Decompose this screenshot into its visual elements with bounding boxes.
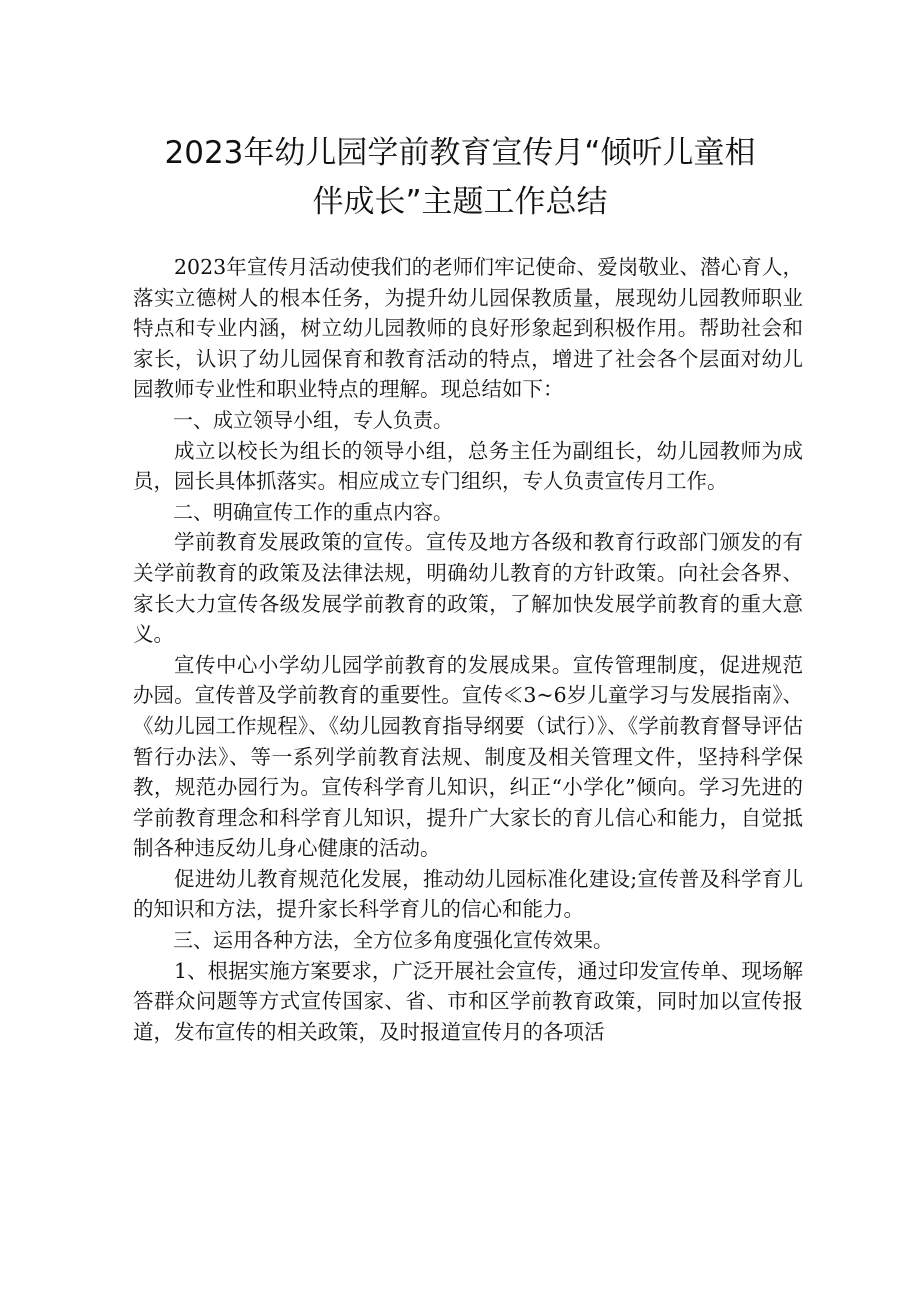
document-body [133, 252, 803, 1047]
section-2-paragraph-1: 学前教育发展政策的宣传。宣传及地方各级和教育行政部门颁发的有关学前教育的政策及法律法规，明确幼儿教育的方针政策。向社会各界、家长大力宣传各级发展学前教育的政策，了解加快发展学前教育的重大意义。 [133, 530, 803, 647]
section-1-paragraph: 成立以校长为组长的领导小组，总务主任为副组长，幼儿园教师为成员，园长具体抓落实。相应成立专门组织，专人负责宣传月工作。 [133, 438, 803, 494]
intro-paragraph: 2023年宣传月活动使我们的老师们牢记使命、爱岗敬业、潜心育人，落实立德树人的根本任务，为提升幼儿园保教质量，展现幼儿园教师职业特点和专业内涵，树立幼儿园教师的良好形象起到积极作用。帮助社会和家长，认识了幼儿园保育和教育活动的特点，增进了社会各个层面对幼儿园教师专业性和职业特点的理解。现总结如下： [133, 255, 803, 402]
section-3-paragraph-1: 1、根据实施方案要求，广泛开展社会宣传，通过印发宣传单、现场解答群众问题等方式宣传国家、省、市和区学前教育政策，同时加以宣传报道，发布宣传的相关政策，及时报道宣传月的各项活 [133, 958, 803, 1044]
section-2-paragraph-3: 促进幼儿教育规范化发展，推动幼儿园标准化建设;宣传普及科学育儿的知识和方法，提升家长科学育儿的信心和能力。 [133, 866, 803, 922]
section-heading-1: 一、成立领导小组，专人负责。 [173, 407, 453, 432]
document-title-line-1: 2023年幼儿园学前教育宣传月“倾听儿童相 [164, 135, 756, 171]
document-title-line-2: 伴成长”主题工作总结 [312, 184, 608, 220]
section-heading-2: 二、明确宣传工作的重点内容。 [173, 499, 453, 524]
section-heading-3: 三、运用各种方法，全方位多角度强化宣传效果。 [173, 928, 613, 953]
section-2-paragraph-2: 宣传中心小学幼儿园学前教育的发展成果。宣传管理制度，促进规范办园。宣传普及学前教育的重要性。宣传≪3~6岁儿童学习与发展指南》、《幼儿园工作规程》、《幼儿园教育指导纲要（试行）》、《学前教育督导评估暂行办法》、等一系列学前教育法规、制度及相关管理文件，坚持科学保教，规范办园行为。宣传科学育儿知识，纠正“小学化”倾向。学习先进的学前教育理念和科学育儿知识，提升广大家长的育儿信心和能力，自觉抵制各种违反幼儿身心健康的活动。 [133, 652, 803, 861]
